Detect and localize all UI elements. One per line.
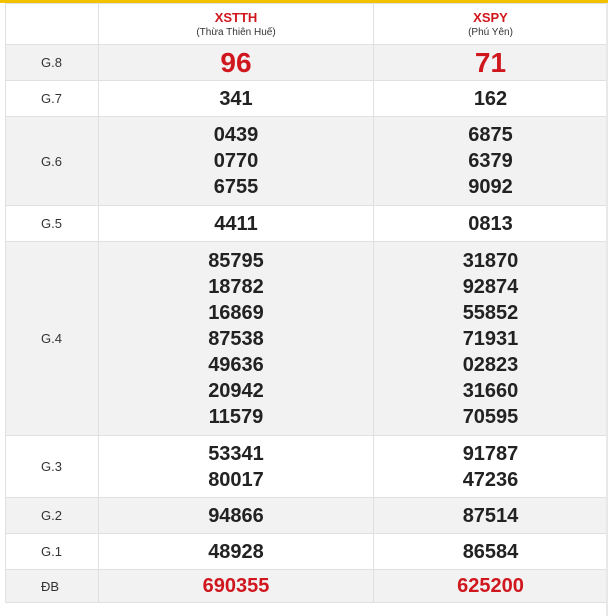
header-empty-cell	[6, 4, 99, 45]
prize-number: 71931	[462, 327, 519, 350]
prize-number: 53341	[208, 442, 264, 465]
prize-number: 86584	[462, 540, 519, 563]
prize-number: 02823	[462, 353, 519, 376]
prize-number: 6875	[468, 124, 513, 146]
prize-number: 48928	[208, 540, 264, 563]
province-header-hue[interactable]	[99, 4, 374, 45]
prize-row-g4	[6, 242, 608, 436]
province-code[interactable]: XSTTH	[214, 10, 258, 25]
prize-cell-hue	[99, 117, 374, 206]
prize-cell-hue	[99, 498, 374, 534]
table-header-row	[6, 4, 608, 45]
prize-row-g2	[6, 498, 608, 534]
prize-row-g8	[6, 45, 608, 81]
prize-label: G.4	[6, 242, 99, 436]
prize-label: G.2	[6, 498, 99, 534]
prize-number: 0813	[468, 212, 513, 235]
prize-number: 94866	[208, 504, 264, 527]
prize-cell-hue	[99, 45, 374, 81]
prize-cell-phu-yen	[374, 45, 608, 81]
prize-number: 80017	[208, 468, 264, 491]
prize-cell-hue	[99, 570, 374, 603]
special-prize-number: 625200	[457, 575, 524, 597]
province-header-phu-yen[interactable]	[374, 4, 608, 45]
prize-cell-hue	[99, 436, 374, 498]
prize-number: 6379	[468, 150, 513, 172]
prize-cell-hue	[99, 81, 374, 117]
prize-cell-phu-yen	[374, 242, 608, 436]
prize-cell-hue	[99, 206, 374, 242]
prize-label: G.8	[6, 45, 99, 81]
prize-number: 16869	[208, 301, 264, 324]
prize-cell-hue	[99, 242, 374, 436]
prize-number: 87514	[462, 504, 519, 527]
prize-number: 6755	[213, 176, 259, 198]
prize-cell-phu-yen	[374, 498, 608, 534]
special-prize-number: 690355	[202, 575, 270, 597]
prize-row-g3	[6, 436, 608, 498]
prize-number: 18782	[208, 275, 264, 298]
prize-label: G.3	[6, 436, 99, 498]
prize-row-g1	[6, 534, 608, 570]
prize-number: 0439	[213, 124, 259, 146]
prize-label: G.5	[6, 206, 99, 242]
prize-number: 71	[474, 46, 507, 78]
prize-label: G.6	[6, 117, 99, 206]
prize-number: 31870	[462, 249, 519, 272]
prize-number: 0770	[213, 150, 259, 172]
prize-cell-phu-yen	[374, 534, 608, 570]
prize-cell-phu-yen	[374, 436, 608, 498]
prize-cell-phu-yen	[374, 570, 608, 603]
prize-row-g6	[6, 117, 608, 206]
prize-row-special	[6, 570, 608, 603]
prize-number: 31660	[462, 379, 519, 402]
prize-row-g5	[6, 206, 608, 242]
prize-label: G.7	[6, 81, 99, 117]
prize-number: 341	[219, 87, 253, 110]
prize-number: 92874	[462, 275, 519, 298]
province-name: (Phú Yên)	[468, 27, 513, 38]
prize-number: 4411	[214, 212, 258, 235]
prize-number: 55852	[462, 301, 519, 324]
prize-number: 9092	[468, 176, 513, 198]
prize-number: 87538	[208, 327, 264, 350]
prize-cell-phu-yen	[374, 117, 608, 206]
prize-number: 49636	[208, 353, 264, 376]
prize-number: 20942	[208, 379, 264, 402]
prize-cell-phu-yen	[374, 206, 608, 242]
prize-label: G.1	[6, 534, 99, 570]
prize-label: ĐB	[6, 570, 99, 603]
prize-number: 91787	[462, 442, 519, 465]
prize-number: 11579	[208, 405, 264, 428]
prize-cell-phu-yen	[374, 81, 608, 117]
province-name: (Thừa Thiên Huế)	[196, 27, 276, 38]
prize-row-g7	[6, 81, 608, 117]
province-code[interactable]: XSPY	[473, 10, 508, 25]
prize-number: 162	[473, 87, 508, 110]
lottery-results-table	[5, 3, 608, 603]
prize-number: 70595	[462, 405, 519, 428]
prize-number: 47236	[462, 468, 519, 491]
prize-number: 85795	[208, 249, 264, 272]
prize-number: 96	[220, 46, 252, 78]
prize-cell-hue	[99, 534, 374, 570]
